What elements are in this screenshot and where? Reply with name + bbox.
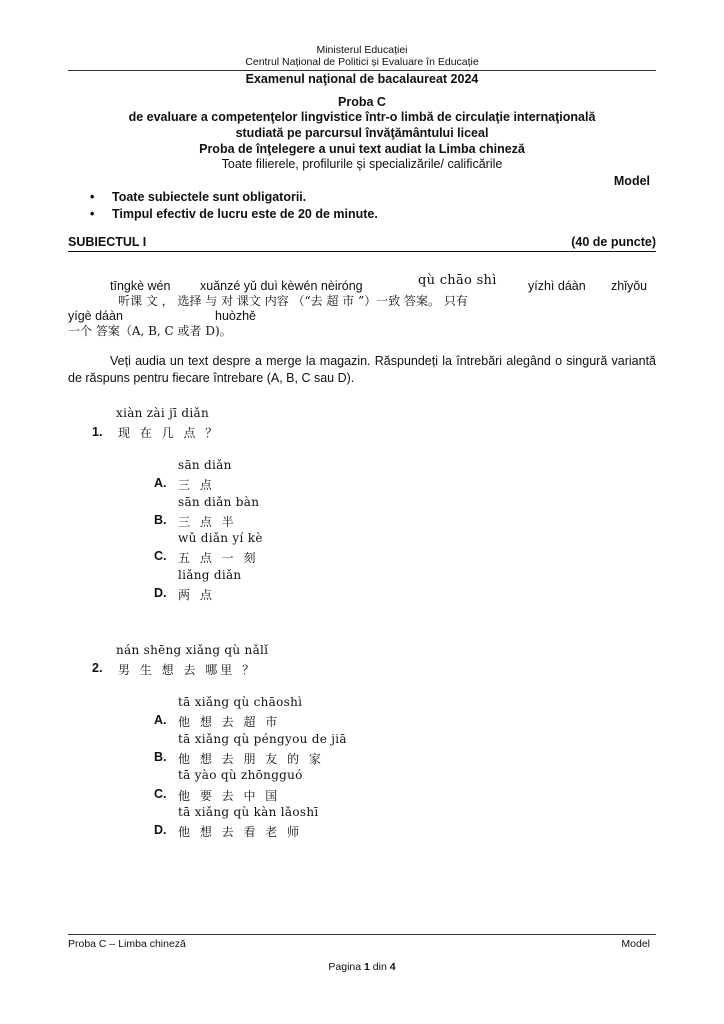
instruction-pinyin: xuǎnzé yǔ duì kèwén nèiróng — [200, 279, 363, 293]
page-prefix: Pagina — [328, 961, 365, 973]
option-label: D. — [154, 586, 167, 600]
option-hanzi: 两 点 — [178, 588, 215, 602]
subject-label: SUBIECTUL I — [68, 235, 147, 249]
subject-points: (40 de puncte) — [571, 235, 656, 249]
option-hanzi: 三 点 — [178, 478, 215, 492]
instruction-pinyin: huòzhě — [215, 309, 257, 323]
option-label: D. — [154, 823, 167, 837]
question-hanzi: 现 在 几 点 ？ — [118, 426, 221, 440]
option-label: B. — [154, 513, 167, 527]
option-hanzi: 他 想 去 看 老 师 — [178, 825, 303, 839]
question-pinyin: nán shēng xiǎng qù nǎlǐ — [116, 643, 269, 657]
proba-subtitle: Proba de înţelegere a unui text audiat la Limba chineză — [199, 142, 525, 156]
instruction-hanzi: 听课 文 ， 选择 与 对 课文 内容 （“去 超 市 ”）一致 答案。 只有 — [118, 294, 468, 308]
question-pinyin: xiàn zài jī diǎn — [116, 406, 210, 420]
option-pinyin: wǔ diǎn yí kè — [178, 531, 263, 545]
page-mid: din — [369, 961, 390, 973]
option-label: A. — [154, 713, 167, 727]
footer-right: Model — [621, 938, 650, 950]
option-label: C. — [154, 787, 167, 801]
option-hanzi: 他 想 去 朋 友 的 家 — [178, 752, 324, 766]
proba-description-2: studiată pe parcursul învăţământului liceal — [235, 126, 489, 140]
center-name: Centrul Național de Politici și Evaluare în Educație — [245, 56, 479, 68]
proba-title: Proba C — [338, 95, 386, 109]
option-pinyin: tā xiǎng qù kàn lǎoshī — [178, 805, 319, 819]
instruction-pinyin: yígè dáàn — [68, 309, 123, 323]
romanian-instruction: Veți audia un text despre a merge la magazin. Răspundeți la întrebări alegând o singură variantă de răspuns pentru fiecare întrebare (A, B, C sau D). — [68, 354, 656, 385]
rule-item: • Toate subiectele sunt obligatorii. — [90, 189, 378, 206]
filiere-line: Toate filierele, profilurile şi specializările/ calificările — [221, 157, 503, 171]
option-hanzi: 三 点 半 — [178, 515, 237, 529]
rule-item: • Timpul efectiv de lucru este de 20 de minute. — [90, 206, 378, 223]
option-hanzi: 他 想 去 超 市 — [178, 715, 281, 729]
instruction-hanzi: 一个 答案（A, B, C 或者 D)。 — [68, 324, 232, 338]
instruction-pinyin: qù chāo shì — [418, 273, 497, 288]
rules-list — [90, 189, 378, 223]
header-divider — [68, 70, 656, 71]
option-hanzi: 他 要 去 中 国 — [178, 789, 281, 803]
option-pinyin: tā xiǎng qù péngyou de jiā — [178, 732, 347, 746]
exam-title: Examenul naţional de bacalaureat 2024 — [245, 72, 479, 86]
page-number: 1 — [364, 961, 370, 973]
option-label: B. — [154, 750, 167, 764]
model-label: Model — [613, 174, 650, 188]
option-pinyin: sān diǎn — [178, 458, 232, 472]
footer-left: Proba C – Limba chineză — [68, 938, 186, 950]
question-number: 1. — [92, 425, 103, 439]
proba-description: de evaluare a competenţelor lingvistice într-o limbă de circulaţie internaţională — [128, 110, 596, 124]
ministry-name: Ministerul Educației — [316, 44, 408, 56]
footer-divider — [68, 934, 656, 935]
option-pinyin: sān diǎn bàn — [178, 495, 260, 509]
option-pinyin: liǎng diǎn — [178, 568, 242, 582]
option-label: C. — [154, 549, 167, 563]
instruction-pinyin: yízhì dáàn — [528, 279, 586, 293]
option-pinyin: tā yào qù zhōngguó — [178, 768, 303, 782]
option-label: A. — [154, 476, 167, 490]
question-number: 2. — [92, 661, 103, 675]
instruction-pinyin: zhǐyǒu — [611, 279, 648, 293]
page-total: 4 — [389, 961, 396, 973]
question-hanzi: 男 生 想 去 哪里 ？ — [118, 663, 258, 677]
page-indicator — [0, 961, 724, 973]
option-pinyin: tā xiǎng qù chāoshì — [178, 695, 303, 709]
option-hanzi: 五 点 一 刻 — [178, 551, 259, 565]
instruction-pinyin: tīngkè wén — [110, 279, 171, 293]
subject-heading — [68, 235, 656, 252]
